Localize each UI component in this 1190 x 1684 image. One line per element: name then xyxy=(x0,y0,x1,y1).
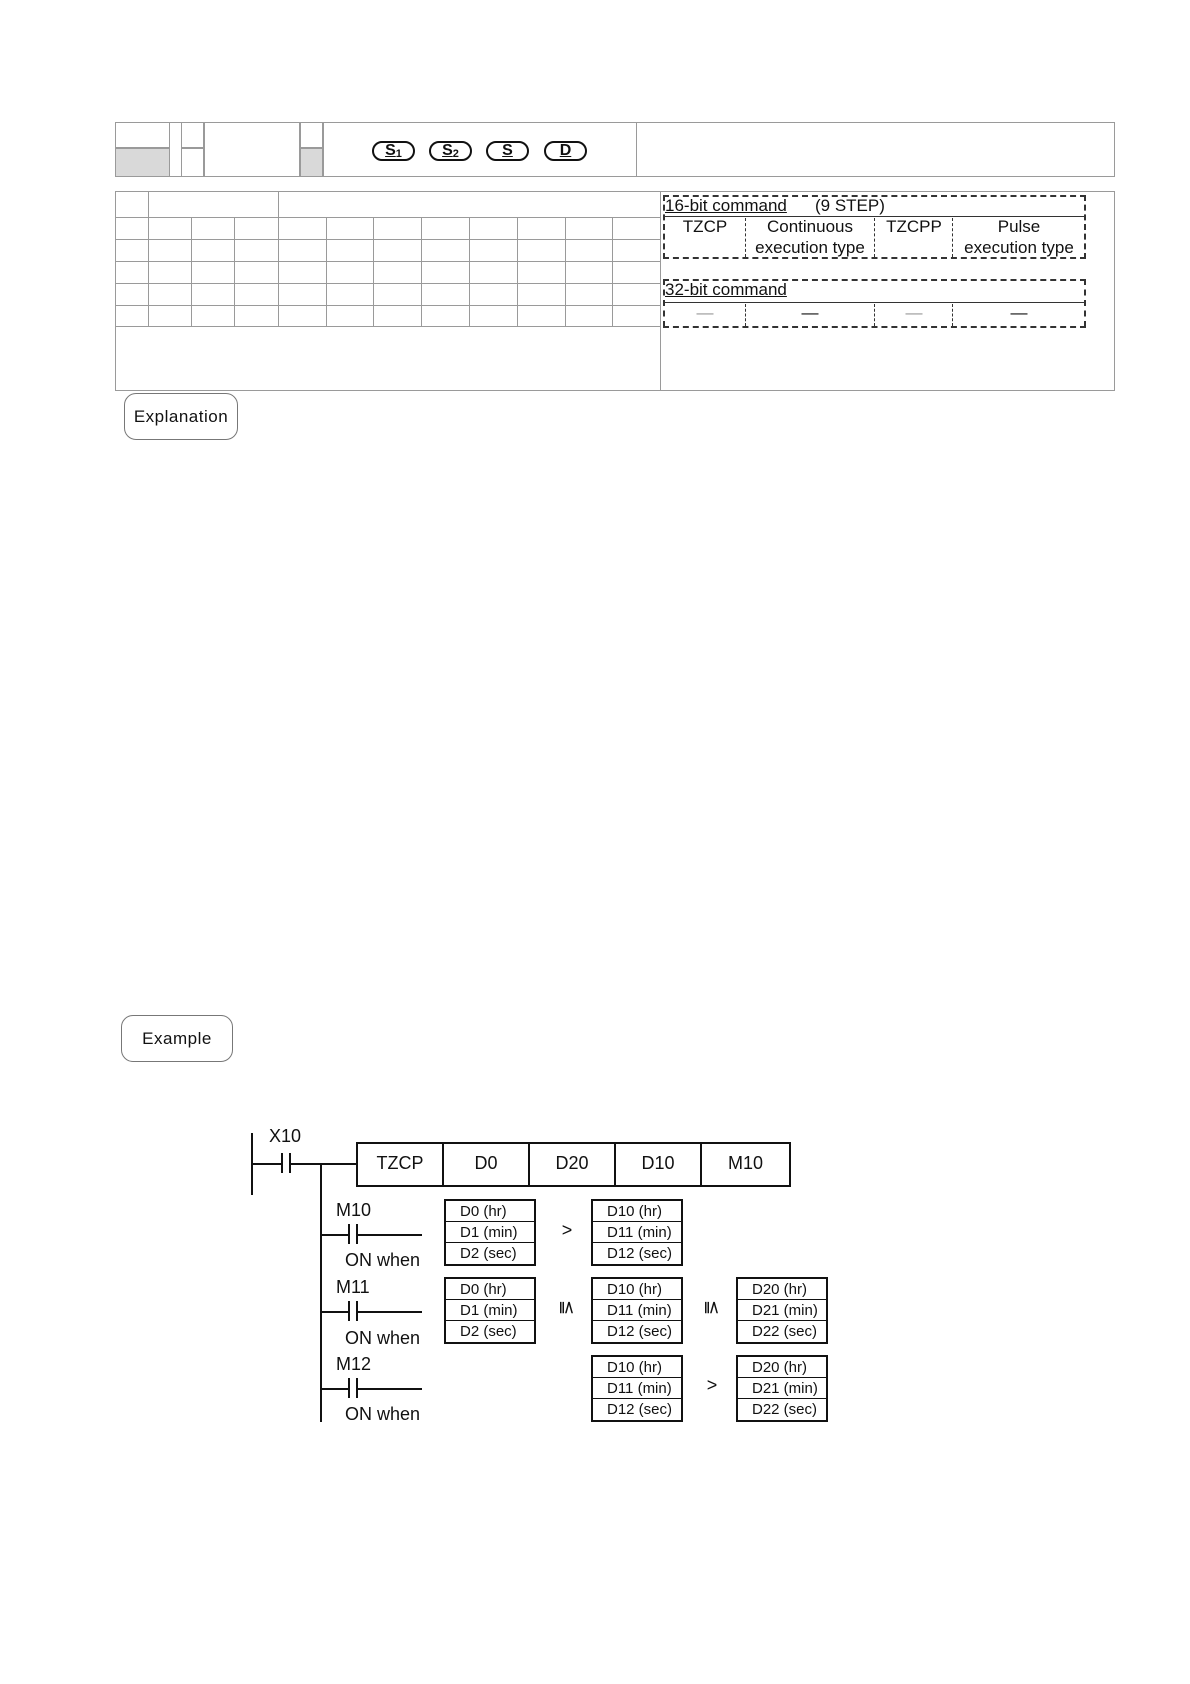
operand-s: S xyxy=(486,141,529,161)
cont-mnemonic: TZCP xyxy=(682,217,728,236)
instr-mnemonic: TZCP xyxy=(376,1153,424,1173)
bit32-label: 32-bit command xyxy=(665,280,787,299)
bit16-label: 16-bit command xyxy=(665,196,787,215)
coil-m10-label: M10 xyxy=(336,1200,372,1220)
pulse-mark-cell-shaded xyxy=(300,148,323,177)
box-d20-row2: D20 (hr) D21 (min) D22 (sec) xyxy=(736,1277,828,1344)
api-number-cell-shaded xyxy=(115,148,170,177)
instr-s1: D0 xyxy=(474,1153,498,1173)
instr-s2: D20 xyxy=(555,1153,589,1173)
bit16-steps: (9 STEP) xyxy=(815,196,885,215)
operands-cell xyxy=(323,122,637,177)
rung2-on-when: ON when xyxy=(345,1328,421,1348)
box-d10-row2: D10 (hr) D11 (min) D12 (sec) xyxy=(591,1277,683,1344)
bit32-value-4: — xyxy=(1010,303,1028,322)
coil-m12-label: M12 xyxy=(336,1354,372,1374)
box-d10-row3: D10 (hr) D11 (min) D12 (sec) xyxy=(591,1355,683,1422)
input-contact-label: X10 xyxy=(269,1126,302,1146)
op-greater-than-1: > xyxy=(561,1220,573,1240)
pulse-type-line2: execution type xyxy=(964,238,1074,257)
instr-s: D10 xyxy=(641,1153,675,1173)
pulse-mark-cell xyxy=(300,122,323,148)
op-less-equal-2: ≦ xyxy=(702,1299,723,1316)
bit32-value-3: — xyxy=(905,303,923,322)
cont-type-line2: execution type xyxy=(755,238,865,257)
bit-mark-cell-lower xyxy=(181,148,204,177)
rung3-on-when: ON when xyxy=(345,1404,421,1424)
operand-d: D xyxy=(544,141,587,161)
op-greater-than-2: > xyxy=(706,1375,718,1395)
pulse-mnemonic: TZCPP xyxy=(886,217,942,236)
branch-rail xyxy=(320,1163,322,1422)
box-d20-row3: D20 (hr) D21 (min) D22 (sec) xyxy=(736,1355,828,1422)
bit32-value-2: — xyxy=(801,303,819,322)
op-less-equal-1: ≦ xyxy=(557,1299,578,1316)
explanation-badge: Explanation xyxy=(124,393,238,440)
operand-s1: $S_1$ xyxy=(372,141,415,161)
box-d10-row1: D10 (hr) D11 (min) D12 (sec) xyxy=(591,1199,683,1266)
operand-s2: $S_2$ xyxy=(429,141,472,161)
rung1-on-when: ON when xyxy=(345,1250,421,1270)
cont-type-line1: Continuous xyxy=(766,217,853,236)
bit-mark-cell xyxy=(181,122,204,148)
contact-x10-left xyxy=(281,1153,283,1173)
coil-m11-label: M11 xyxy=(336,1277,370,1297)
box-d0-row2: D0 (hr) D1 (min) D2 (sec) xyxy=(444,1277,536,1344)
mnemonic-cell xyxy=(204,122,300,177)
box-d0-row1: D0 (hr) D1 (min) D2 (sec) xyxy=(444,1199,536,1266)
bit32-value-1: — xyxy=(696,303,714,322)
example-badge: Example xyxy=(121,1015,233,1062)
api-number-cell xyxy=(115,122,170,148)
pulse-type-line1: Pulse xyxy=(997,217,1041,236)
instr-d: M10 xyxy=(727,1153,763,1173)
